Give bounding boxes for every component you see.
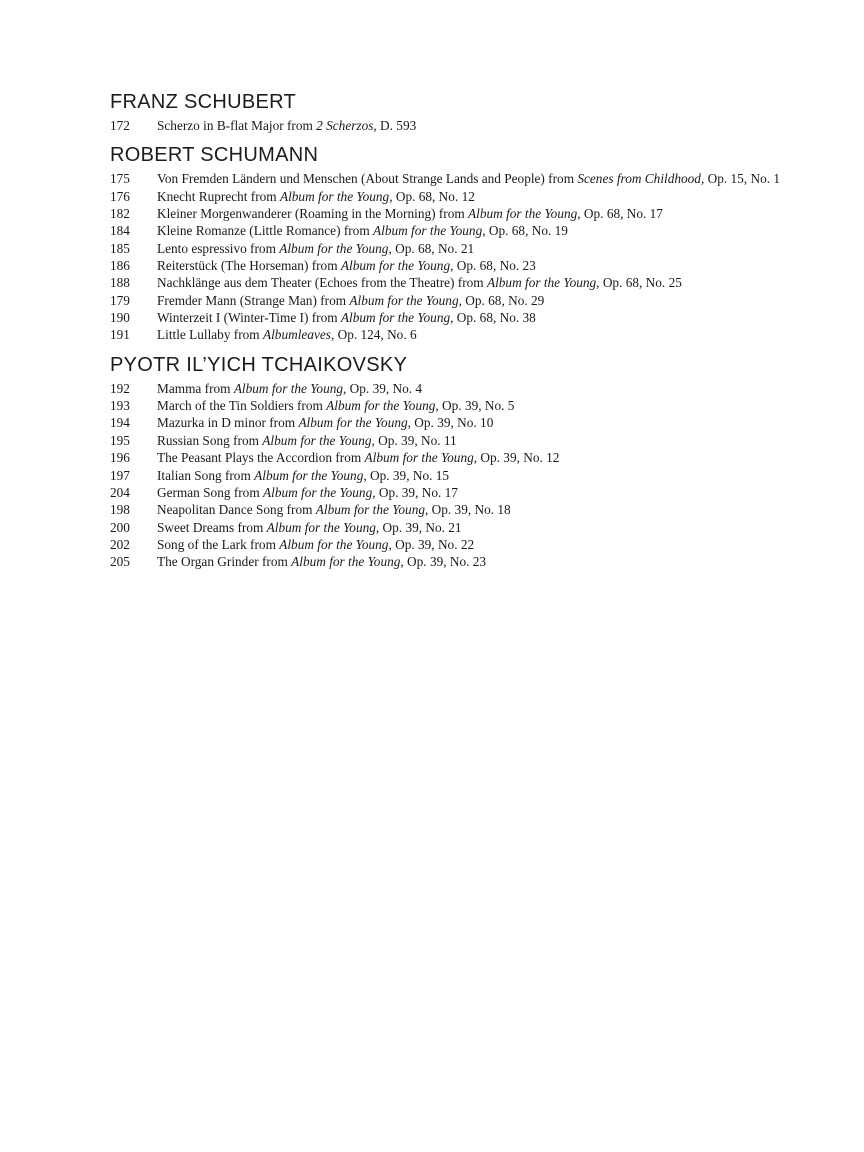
- entry-title-segment: Russian Song from: [157, 432, 263, 448]
- entry-title: [157, 292, 544, 309]
- page-number: 193: [110, 398, 130, 414]
- page-number: 198: [110, 502, 130, 518]
- entry-title-segment: Fremder Mann (Strange Man) from: [157, 292, 350, 308]
- entry-title-segment: Song of the Lark from: [157, 536, 280, 552]
- entry-title-segment: Albumleaves: [262, 327, 331, 343]
- entry-title-segment: , Op. 68, No. 23: [450, 258, 536, 274]
- entry-title-segment: Album for the Young: [364, 450, 474, 466]
- entry-title: [157, 414, 493, 431]
- entry-title-segment: , Op. 68, No. 38: [450, 310, 536, 326]
- toc-entry: [110, 449, 824, 466]
- toc-entry: [110, 501, 824, 518]
- composer-section: [110, 355, 824, 571]
- entry-title-segment: Album for the Young: [263, 484, 373, 500]
- entry-title-segment: Von Fremden Ländern und Menschen (About Strange Lands and People) from: [157, 171, 578, 187]
- toc-entry: [110, 292, 824, 309]
- toc-entry: [110, 432, 824, 449]
- composer-section: [110, 92, 824, 134]
- entry-title-segment: , Op. 68, No. 21: [388, 240, 475, 256]
- entry-title-segment: Scherzo in B-flat Major from: [157, 118, 317, 133]
- entry-title-segment: Neapolitan Dance Song from: [157, 502, 316, 518]
- entry-title-segment: , Op. 39, No. 4: [343, 380, 423, 396]
- entry-title: [157, 257, 536, 274]
- page-number: 197: [110, 467, 130, 483]
- entry-title-segment: Album for the Young: [266, 519, 376, 535]
- entry-title-segment: Album for the Young: [279, 188, 390, 204]
- entry-title-segment: Italian Song from: [157, 467, 255, 483]
- entry-title-segment: German Song from: [157, 484, 263, 500]
- page-number: 195: [110, 432, 130, 448]
- toc-entry: [110, 414, 824, 431]
- page-number: 185: [110, 240, 130, 256]
- page-number: 188: [110, 275, 130, 291]
- entry-title-segment: Kleiner Morgenwanderer (Roaming in the Morning) from: [157, 206, 469, 222]
- entry-title: [157, 222, 568, 239]
- entry-title-segment: Sweet Dreams from: [157, 519, 267, 535]
- composer-section: [110, 145, 824, 343]
- page-number: 190: [110, 310, 130, 326]
- toc-entry: [110, 326, 824, 343]
- entry-title-segment: , Op. 68, No. 19: [482, 223, 568, 239]
- toc-entry: [110, 257, 824, 274]
- entry-title-segment: Scenes from Childhood: [577, 171, 701, 187]
- entry-title-segment: Album for the Young: [291, 554, 401, 570]
- entry-list: [110, 380, 824, 571]
- entry-title-segment: , Op. 39, No. 17: [372, 484, 458, 500]
- toc-entry: [110, 536, 824, 553]
- toc-entry: [110, 397, 824, 414]
- entry-title: [157, 117, 416, 134]
- entry-title-segment: Winterzeit I (Winter-Time I) from: [157, 310, 341, 326]
- toc-entry: [110, 467, 824, 484]
- entry-title-segment: , Op. 39, No. 22: [388, 536, 475, 552]
- page-number: 192: [110, 380, 130, 396]
- toc-entry: [110, 484, 824, 501]
- entry-title-segment: Kleine Romanze (Little Romance) from: [157, 223, 373, 239]
- page-number: 202: [110, 536, 130, 552]
- entry-title-segment: , Op. 39, No. 11: [371, 432, 457, 448]
- entry-title-segment: Album for the Young: [349, 292, 459, 308]
- entry-title: [157, 309, 536, 326]
- entry-title-segment: , Op. 39, No. 15: [363, 467, 450, 483]
- entry-title-segment: , D. 593: [373, 118, 417, 133]
- entry-title-segment: Mamma from: [157, 380, 234, 396]
- entry-title-segment: Album for the Young: [315, 502, 425, 518]
- page-number: 175: [110, 171, 130, 187]
- page-number: 204: [110, 484, 130, 500]
- entry-title-segment: Album for the Young: [279, 536, 389, 552]
- entry-title-segment: The Peasant Plays the Accordion from: [157, 450, 365, 466]
- page-number: 186: [110, 258, 130, 274]
- entry-title-segment: Little Lullaby from: [157, 327, 263, 343]
- entry-title: [157, 501, 511, 518]
- entry-title: [157, 205, 663, 222]
- entry-title-segment: Album for the Young: [468, 206, 578, 222]
- entry-title: [157, 188, 475, 205]
- page-number: 194: [110, 415, 130, 431]
- page-number: 200: [110, 519, 130, 535]
- entry-title-segment: March of the Tin Soldiers from: [157, 398, 327, 414]
- entry-title-segment: , Op. 39, No. 21: [375, 519, 462, 535]
- composer-heading: PYOTR IL’YICH TCHAIKOVSKY: [110, 353, 408, 376]
- page-number: 196: [110, 450, 130, 466]
- entry-title-segment: , Op. 124, No. 6: [330, 327, 417, 343]
- toc-entry: [110, 117, 824, 134]
- entry-title: [157, 432, 457, 449]
- entry-title-segment: , Op. 68, No. 17: [577, 206, 663, 222]
- entry-title-segment: , Op. 39, No. 18: [425, 502, 511, 518]
- page-number: 205: [110, 554, 130, 570]
- page-number: 182: [110, 206, 130, 222]
- page-number: 179: [110, 292, 130, 308]
- composer-heading: FRANZ SCHUBERT: [110, 91, 297, 113]
- toc-entry: [110, 240, 824, 257]
- entry-list: [110, 170, 824, 343]
- toc-entry: [110, 274, 824, 291]
- entry-title-segment: , Op. 39, No. 12: [473, 450, 560, 466]
- entry-title-segment: Album for the Young: [233, 380, 344, 396]
- entry-title: [157, 536, 474, 553]
- composer-heading: ROBERT SCHUMANN: [110, 144, 319, 167]
- entry-title-segment: Mazurka in D minor from: [157, 415, 299, 431]
- entry-title: [157, 467, 449, 484]
- entry-title-segment: , Op. 39, No. 5: [435, 398, 515, 414]
- entry-title: [157, 449, 559, 466]
- entry-title-segment: The Organ Grinder from: [157, 554, 292, 570]
- entry-title: [157, 240, 474, 257]
- entry-title-segment: Lento espressivo from: [157, 240, 280, 256]
- page-number: 184: [110, 223, 130, 239]
- toc-entry: [110, 519, 824, 536]
- entry-title-segment: Knecht Ruprecht from: [157, 188, 280, 204]
- entry-title-segment: Album for the Young: [373, 223, 483, 239]
- entry-title-segment: Album for the Young: [340, 258, 451, 274]
- entry-title: [157, 170, 780, 187]
- page-number: 191: [110, 327, 130, 343]
- page-number: 176: [110, 188, 130, 204]
- entry-title-segment: , Op. 39, No. 10: [407, 415, 494, 431]
- toc-entry: [110, 170, 824, 187]
- toc-entry: [110, 222, 824, 239]
- entry-title-segment: Album for the Young: [340, 310, 451, 326]
- entry-title-segment: Album for the Young: [254, 467, 364, 483]
- table-of-contents: [0, 0, 864, 571]
- page-number: 172: [110, 118, 130, 133]
- entry-title: [157, 519, 462, 536]
- entry-title-segment: , Op. 15, No. 1: [700, 171, 781, 187]
- toc-entry: [110, 553, 824, 570]
- entry-title: [157, 326, 417, 343]
- entry-title-segment: , Op. 68, No. 25: [596, 275, 682, 291]
- entry-title-segment: Album for the Young: [279, 240, 389, 256]
- toc-entry: [110, 380, 824, 397]
- toc-entry: [110, 309, 824, 326]
- entry-title-segment: , Op. 68, No. 12: [389, 188, 475, 204]
- entry-title-segment: Album for the Young: [298, 415, 408, 431]
- entry-title-segment: Album for the Young: [486, 275, 597, 291]
- entry-title-segment: Reiterstück (The Horseman) from: [157, 258, 341, 274]
- entry-title: [157, 397, 514, 414]
- entry-title: [157, 380, 422, 397]
- entry-title: [157, 484, 458, 501]
- entry-title: [157, 553, 486, 570]
- entry-title-segment: , Op. 39, No. 23: [400, 554, 487, 570]
- entry-title-segment: 2 Scherzos: [316, 118, 374, 133]
- entry-title-segment: Album for the Young: [326, 398, 436, 414]
- entry-title: [157, 274, 682, 291]
- toc-entry: [110, 205, 824, 222]
- entry-list: [110, 117, 824, 134]
- entry-title-segment: , Op. 68, No. 29: [458, 292, 545, 308]
- entry-title-segment: Nachklänge aus dem Theater (Echoes from the Theatre) from: [157, 275, 487, 291]
- entry-title-segment: Album for the Young: [262, 432, 372, 448]
- toc-entry: [110, 188, 824, 205]
